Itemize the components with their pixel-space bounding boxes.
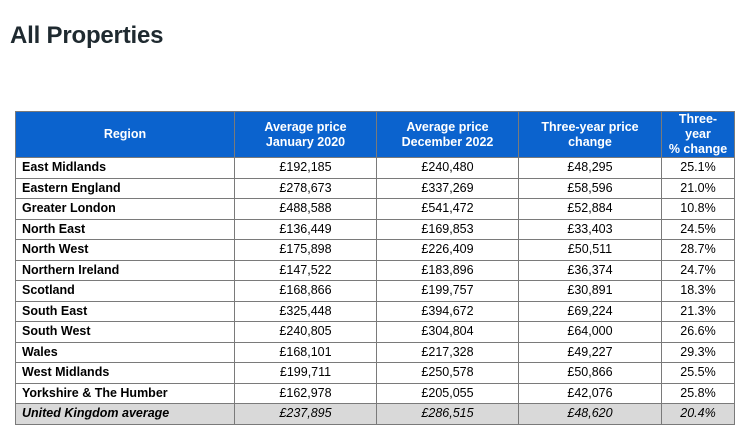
cell-region: East Midlands bbox=[16, 158, 235, 179]
cell-change: £30,891 bbox=[519, 281, 662, 302]
cell-change: £50,866 bbox=[519, 363, 662, 384]
cell-jan-2020: £175,898 bbox=[235, 240, 377, 261]
cell-change: £58,596 bbox=[519, 178, 662, 199]
cell-pct: 21.3% bbox=[662, 301, 735, 322]
header-three-year-change-line1: Three-year price bbox=[541, 119, 639, 134]
header-three-year-change bbox=[519, 112, 662, 158]
cell-region: Northern Ireland bbox=[16, 260, 235, 281]
cell-pct: 24.7% bbox=[662, 260, 735, 281]
cell-pct: 28.7% bbox=[662, 240, 735, 261]
cell-change: £50,511 bbox=[519, 240, 662, 261]
cell-region: South East bbox=[16, 301, 235, 322]
cell-region: North West bbox=[16, 240, 235, 261]
cell-jan-2020: £168,101 bbox=[235, 342, 377, 363]
cell-jan-2020: £147,522 bbox=[235, 260, 377, 281]
header-region-label: Region bbox=[103, 127, 147, 141]
cell-jan-2020: £136,449 bbox=[235, 219, 377, 240]
cell-region: Scotland bbox=[16, 281, 235, 302]
page-title: All Properties bbox=[10, 22, 164, 49]
header-three-year-pct bbox=[662, 112, 735, 158]
table-row bbox=[16, 281, 735, 302]
cell-dec-2022: £541,472 bbox=[377, 199, 519, 220]
cell-dec-2022: £337,269 bbox=[377, 178, 519, 199]
cell-pct: 26.6% bbox=[662, 322, 735, 343]
cell-change: £52,884 bbox=[519, 199, 662, 220]
cell-jan-2020: £192,185 bbox=[235, 158, 377, 179]
table-row bbox=[16, 158, 735, 179]
table-row bbox=[16, 199, 735, 220]
cell-total-change: £48,620 bbox=[519, 404, 662, 425]
cell-dec-2022: £217,328 bbox=[377, 342, 519, 363]
cell-pct: 25.8% bbox=[662, 383, 735, 404]
cell-change: £64,000 bbox=[519, 322, 662, 343]
cell-region: North East bbox=[16, 219, 235, 240]
cell-pct: 10.8% bbox=[662, 199, 735, 220]
cell-change: £49,227 bbox=[519, 342, 662, 363]
cell-dec-2022: £240,480 bbox=[377, 158, 519, 179]
cell-total-region: United Kingdom average bbox=[16, 404, 235, 425]
cell-pct: 25.5% bbox=[662, 363, 735, 384]
cell-region: West Midlands bbox=[16, 363, 235, 384]
cell-pct: 29.3% bbox=[662, 342, 735, 363]
header-three-year-pct-line2: % change bbox=[668, 142, 728, 156]
table-row bbox=[16, 363, 735, 384]
cell-jan-2020: £488,588 bbox=[235, 199, 377, 220]
cell-region: Greater London bbox=[16, 199, 235, 220]
cell-dec-2022: £304,804 bbox=[377, 322, 519, 343]
header-three-year-pct-line1: Three-year bbox=[678, 112, 718, 141]
cell-total-dec-2022: £286,515 bbox=[377, 404, 519, 425]
cell-region: Wales bbox=[16, 342, 235, 363]
cell-change: £48,295 bbox=[519, 158, 662, 179]
table-row bbox=[16, 322, 735, 343]
table-row bbox=[16, 260, 735, 281]
cell-change: £33,403 bbox=[519, 219, 662, 240]
cell-dec-2022: £250,578 bbox=[377, 363, 519, 384]
header-region bbox=[16, 112, 235, 158]
cell-dec-2022: £226,409 bbox=[377, 240, 519, 261]
cell-jan-2020: £240,805 bbox=[235, 322, 377, 343]
cell-region: South West bbox=[16, 322, 235, 343]
header-dec-2022-line2: December 2022 bbox=[401, 134, 494, 149]
header-dec-2022-line1: Average price bbox=[406, 119, 489, 134]
table-row bbox=[16, 219, 735, 240]
table-row bbox=[16, 342, 735, 363]
table-row bbox=[16, 240, 735, 261]
cell-change: £36,374 bbox=[519, 260, 662, 281]
table-row bbox=[16, 383, 735, 404]
table-row bbox=[16, 178, 735, 199]
cell-pct: 21.0% bbox=[662, 178, 735, 199]
header-dec-2022 bbox=[377, 112, 519, 158]
cell-pct: 24.5% bbox=[662, 219, 735, 240]
header-three-year-change-line2: change bbox=[568, 134, 612, 149]
cell-jan-2020: £168,866 bbox=[235, 281, 377, 302]
cell-change: £42,076 bbox=[519, 383, 662, 404]
table-row bbox=[16, 301, 735, 322]
cell-region: Yorkshire & The Humber bbox=[16, 383, 235, 404]
cell-change: £69,224 bbox=[519, 301, 662, 322]
cell-dec-2022: £169,853 bbox=[377, 219, 519, 240]
property-price-table bbox=[15, 111, 735, 425]
header-jan-2020-line2: January 2020 bbox=[265, 134, 346, 149]
header-jan-2020-line1: Average price bbox=[264, 119, 347, 134]
cell-total-pct: 20.4% bbox=[662, 404, 735, 425]
cell-jan-2020: £325,448 bbox=[235, 301, 377, 322]
cell-dec-2022: £394,672 bbox=[377, 301, 519, 322]
cell-dec-2022: £183,896 bbox=[377, 260, 519, 281]
cell-dec-2022: £199,757 bbox=[377, 281, 519, 302]
header-jan-2020 bbox=[235, 112, 377, 158]
table-header-row bbox=[16, 112, 735, 158]
cell-region: Eastern England bbox=[16, 178, 235, 199]
cell-pct: 18.3% bbox=[662, 281, 735, 302]
cell-jan-2020: £278,673 bbox=[235, 178, 377, 199]
cell-total-jan-2020: £237,895 bbox=[235, 404, 377, 425]
cell-dec-2022: £205,055 bbox=[377, 383, 519, 404]
cell-jan-2020: £199,711 bbox=[235, 363, 377, 384]
table-total-row bbox=[16, 404, 735, 425]
cell-pct: 25.1% bbox=[662, 158, 735, 179]
cell-jan-2020: £162,978 bbox=[235, 383, 377, 404]
